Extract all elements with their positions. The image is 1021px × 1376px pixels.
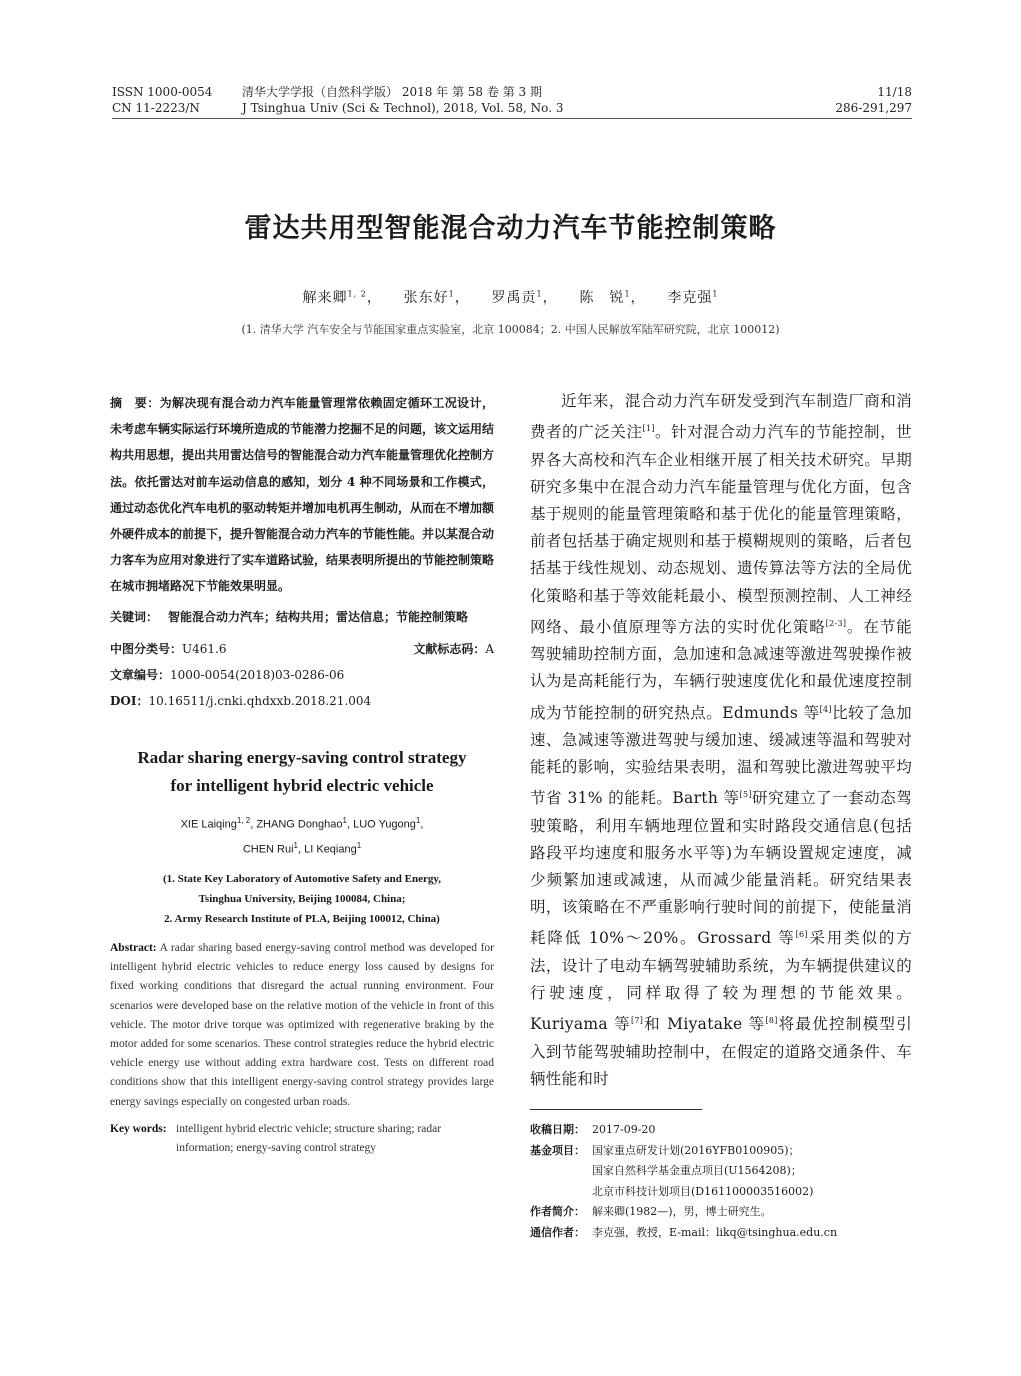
english-title: Radar sharing energy-saving control strategy for intelligent hybrid electric vehicle [137,747,467,795]
citation: [1] [642,424,655,434]
funding-line: 北京市科技计划项目(D161100003516002) [592,1184,814,1198]
citation: [4] [819,704,832,714]
english-keywords-label: Key words: [110,1122,167,1135]
received-date: 收稿日期： 2017-09-20 [530,1123,656,1137]
keywords-cn-label: 关键词： [110,609,159,624]
affiliation: (1. 清华大学 汽车安全与节能国家重点实验室，北京 100084；2. 中国人民解放军陆军研究院，北京 100012) [241,323,780,336]
footnote-divider [530,1109,702,1110]
journal-cn: 清华大学学报（自然科学版） 2018 年 第 58 卷 第 3 期 [242,85,542,99]
author-bio: 作者简介： 解来卿(1982—)，男，博士研究生。 [530,1205,772,1219]
author: 解来卿 [302,290,348,306]
doc-code: A [485,641,494,656]
english-abstract [110,939,494,1112]
doc-code-label: 文献标志码： [413,641,486,656]
header-divider [112,118,912,119]
journal-en: J Tsinghua Univ (Sci & Technol), 2018, Vol. 58, No. 3 [242,101,564,115]
author: 张东好 [403,290,449,306]
citation: [2-3] [825,618,847,628]
corresponding-author: 通信作者： 李克强，教授，E-mail：likq@tsinghua.edu.cn [530,1225,838,1239]
keywords-cn-text: 智能混合动力汽车；结构共用；雷达信息；节能控制策略 [168,609,469,624]
citation: [5] [739,790,752,800]
citation: [8] [765,1016,778,1026]
author: 陈 锐 [579,290,625,306]
abstract-cn-text: 为解决现有混合动力汽车能量管理常依赖固定循环工况设计，未考虑车辆实际运行环境所造成的节能潜力挖掘不足的问题，该文运用结构共用思想，提出共用雷达信号的智能混合动力汽车能量管理优化控制方法。依托雷达对前车运动信息的感知，划分 4 种不同场景和工作模式，通过动态优化汽车电机的驱动转矩并增加电机再生制动，从而在不增加额外硬件成本的前提下，提升智能混合动力汽车的节能性能。并以某混合动力客车为应用对象进行了实车道路试验，结果表明所提出的节能控制策略在城市拥堵路况下节能效果明显。 [110,396,495,594]
issn: ISSN 1000-0054 [112,85,213,99]
citation: [7] [630,1016,644,1026]
journal-codes [112,84,232,116]
paper-title: 雷达共用型智能混合动力汽车节能控制策略 [244,213,777,244]
abstract-cn-label: 摘 要： [110,396,160,410]
author: 罗禹贡 [491,290,537,306]
english-abstract-text: A radar sharing based energy-saving control method was developed for intelligent hybrid electric vehicles to reduce energy loss caused by designs for fixed working conditions that disregard the actual running environment. Four scenarios were developed base on the relative motion of the vehicle in front of this vehicle. The motor drive torque was optimized with regenerative braking by the motor added for some scenarios. These control strategies reduce the hybrid electric vehicle energy use without adding extra hardware cost. Tests on different road conditions show that this intelligent energy-saving control strategy provides large energy savings especially on congested urban roads. [110,941,494,1108]
funding-line: 国家自然科学基金重点项目(U1564208)； [592,1164,802,1178]
page-range: 286-291,297 [835,101,912,115]
article-no: 1000-0054(2018)03-0286-06 [170,667,345,682]
english-keywords-text: intelligent hybrid electric vehicle; structure sharing; radar information; energy-saving control strategy [176,1122,442,1154]
doi-row [110,688,494,714]
article-no-label: 文章编号： [110,667,171,682]
introduction-paragraph: 近年来，混合动力汽车研发受到汽车制造厂商和消费者的广泛关注[1]。针对混合动力汽车的节能控制，世界各大高校和汽车企业相继开展了相关技术研究。早期研究多集中在混合动力汽车能量管理与优化方面，包含基于规则的能量管理策略和基于优化的能量管理策略，前者包括基于确定规则和基于模糊规则的策略，后者包括基于线性规划、动态规划、遗传算法等方法的全局优化策略和基于等效能耗最小、模型预测控制、人工神经网络、最小值原理等方法的实时优化策略[2-3]。在节能驾驶辅助控制方面，急加速和急减速等激进驾驶操作被认为是高耗能行为，车辆行驶速度优化和最优速度控制成为节能控制的研究热点。Edmunds 等[4]比较了急加速、急减速等激进驾驶与缓加速、缓减速等温和驾驶对能耗的影响，实验结果表明，温和驾驶比激进驾驶平均节省 31% 的能耗。Barth 等[5]研究建立了一套动态驾驶策略，利用车辆地理位置和实时路段交通信息(包括路段平均速度和服务水平等)为车辆设置规定速度，减少频繁加速或减速，从而减少能量消耗。研究结果表明，该策略在不严重影响行驶时间的前提下，使能量消耗降低 10%～20%。Grossard 等[6]采用类似的方法，设计了电动车辆驾驶辅助系统，为车辆提供建议的行驶速度，同样取得了较为理想的节能效果。Kuriyama 等[7]和 Miyatake 等[8]将最优控制模型引入到节能驾驶辅助控制中，在假定的道路交通条件、车辆性能和时 [530,392,913,1088]
english-keywords [110,1120,494,1158]
classification-row [110,636,494,662]
english-abstract-label: Abstract: [110,941,157,954]
abstract-cn [110,390,494,600]
journal-citation [242,84,742,116]
article-number-row [110,662,494,688]
author-list: 解来卿$^{1, 2}$， 张东好$^1$， 罗禹贡$^1$， 陈 锐$^1$， 李克强$^1$ [302,289,719,306]
doi: 10.16511/j.cnki.qhdxxb.2018.21.004 [148,693,372,708]
clc-code: U461.6 [182,641,227,656]
cn-number: CN 11-2223/N [112,101,200,115]
page-info [752,84,912,116]
keywords-cn [110,604,494,630]
funding: 基金项目： 国家重点研发计划(2016YFB0100905)； [530,1143,800,1157]
citation: [6] [795,930,808,940]
author: 李克强 [667,290,713,306]
clc-label: 中图分类号： [110,641,183,656]
doi-label: DOI： [110,693,149,708]
english-authors: XIE Laiqing$^{1, 2}$, ZHANG Donghao$^1$, LUO Yugong$^1$, CHEN Rui$^1$, LI Keqiang$^1$ [180,815,424,856]
right-column [530,388,912,1243]
page-index: 11/18 [877,85,912,99]
footnotes [530,1120,912,1243]
english-affiliation: (1. State Key Laboratory of Automotive Safety and Energy, Tsinghua University, Beijing 100084, China; 2. Army Research Institute of PLA, Beijing 100012, China) [162,872,442,925]
left-column [110,390,494,1158]
